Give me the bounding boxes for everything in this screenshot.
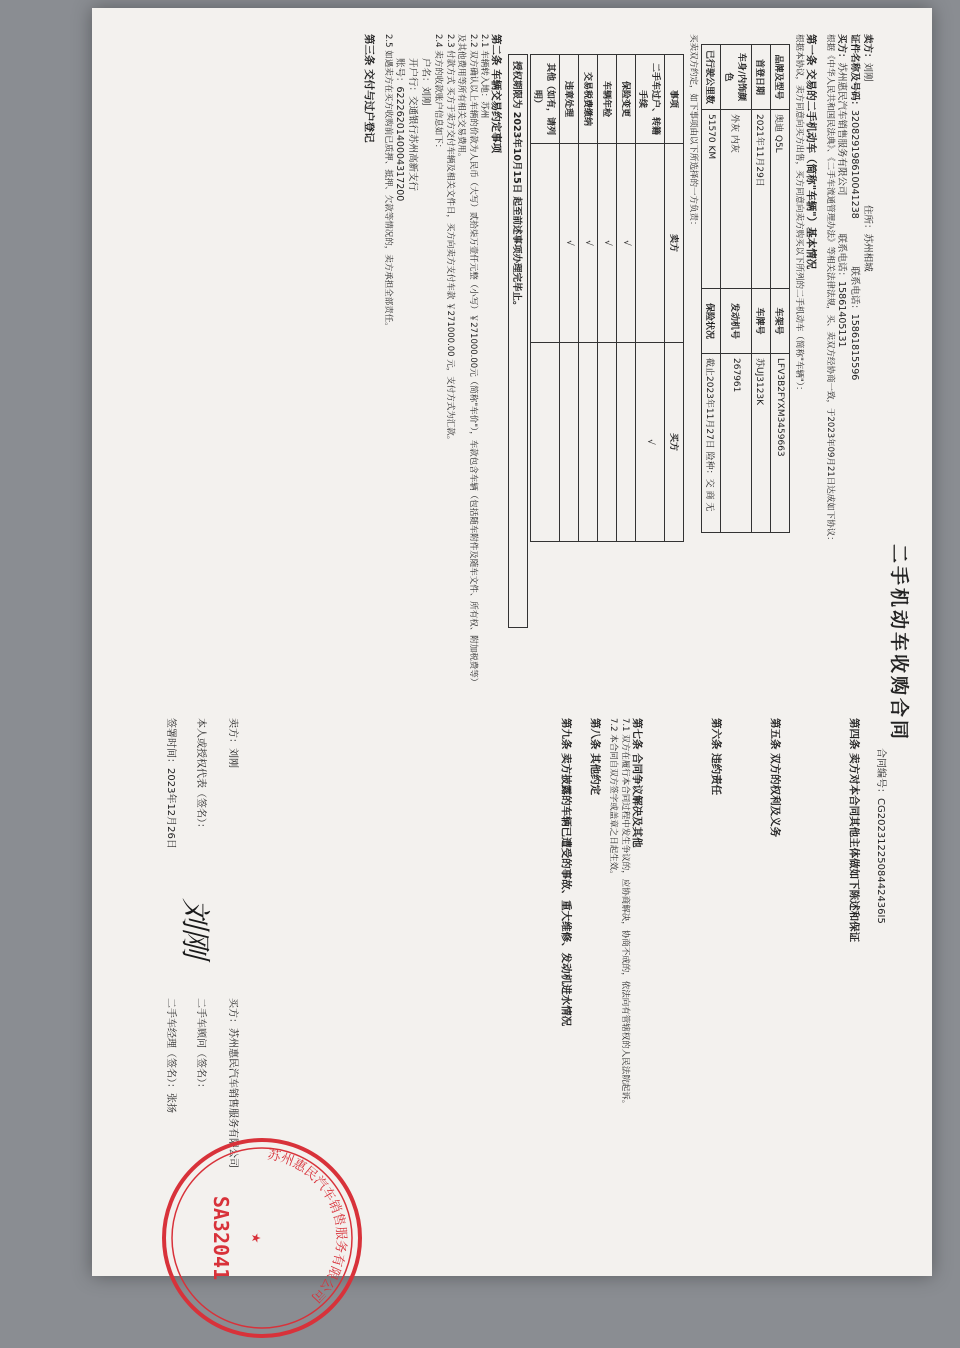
article-2-3: 2.3 付款方式 买方于卖方交付车辆及相关文件日，买方向卖方支付车款 ￥271000.00 元，支付方式为汇款。 (445, 34, 455, 445)
signature-buyer: 买方：苏州惠民汽车销售服务有限公司 (227, 998, 238, 1168)
article-2-4: 2.4 卖方的收款账户信息如下： (433, 34, 444, 153)
vehicle-table (701, 44, 790, 533)
bank-line: 开户行：交通银行苏州高新支行 (407, 58, 418, 192)
rotated-contract-page (92, 8, 932, 1306)
mileage-value: 51570 KM (702, 110, 721, 289)
article-7-title: 第七条 合同争议解决及其他 (631, 718, 643, 848)
buyer-line: 买方：苏州惠民汽车销售服务有限公司 联系电话：15861405131 (836, 34, 847, 348)
article-1-intro: 根据本协议，卖方同意向买方出售，买方同意向卖方购买以下所列的二手机动车（简称"车辆"）： (794, 34, 805, 395)
resp-header: 买方 (665, 343, 684, 542)
article-5-body (728, 718, 768, 1266)
stamp-code: SA32041 (209, 1195, 233, 1281)
payee-line: 户名：刘刚 (420, 58, 431, 106)
account-line: 账号：6222620140004317200 (394, 58, 405, 202)
vin-value: LFV3B2FYXM3459663 (771, 354, 790, 533)
article-9-title: 第九条 卖方披露的车辆已遭受的事故、重大维修、发动机进水情况 (560, 718, 572, 1027)
article-2-1: 2.1 车辆转入地：苏州 (479, 34, 490, 119)
article-8-title: 第八条 其他约定 (589, 718, 601, 796)
article-6-title: 第六条 违约责任 (710, 718, 722, 796)
insurance-label: 保险状况 (702, 289, 721, 354)
plate-value: 苏UJ3123K (752, 354, 771, 533)
table-row: 其他（如有，请列明） (531, 55, 560, 542)
stamp-arc-text: 苏州惠民汽车销售服务有限公司 (266, 1147, 349, 1306)
article-6-body (649, 718, 709, 1266)
plate-label: 车牌号 (752, 289, 771, 354)
signature-seller-agent: 本人或授权代表（签名）： (195, 718, 206, 833)
engine-value: 267961 (721, 354, 752, 533)
left-column (92, 8, 932, 708)
engine-label: 发动机号 (721, 289, 752, 354)
table-row: 交易税费缴纳 √ (579, 55, 598, 542)
signature-manager: 二手车经理（签名）：张扬 (165, 998, 176, 1113)
seller-line: 卖方：刘刚 住所：苏州相城 (862, 34, 873, 272)
reg-date-label: 首登日期 (752, 45, 771, 110)
article-1-title: 第一条 交易的二手机动车（简称"车辆"）基本情况 (805, 34, 818, 270)
handwritten-signature: 刘刚 (177, 898, 212, 958)
responsibility-note: 买卖双方约定，如下事项由以下所选择的一方负责： (688, 34, 698, 230)
stamp-star-icon: ★ (249, 1232, 263, 1244)
color-label: 车身/内饰颜色 (721, 45, 752, 110)
seller-id-line: 证件名称及号码：320829198610041238 联系电话：15861815596 (849, 34, 860, 381)
mileage-label: 已行驶公里数 (702, 45, 721, 110)
contract-paper (92, 8, 932, 1306)
authorization-period: 授权期限为 2023年10月15日 起至前述事项办理完毕止。 (509, 54, 529, 628)
resp-header: 事项 (665, 55, 684, 144)
signature-buyer-agent: 二手车顾问（签名）： (195, 998, 206, 1093)
reg-date-value: 2021年11月29日 (752, 110, 771, 289)
article-4-title: 第四条 卖方对本合同其他主体做如下陈述和保证 (848, 718, 860, 943)
color-value: 外灰 内灰 (721, 110, 752, 289)
article-3-title: 第三条 交付与过户登记 (363, 34, 376, 143)
company-seal-stamp (152, 1128, 372, 1348)
contract-number: 合同编号：CG2023122508442436I5 (875, 748, 886, 924)
table-row: 二手车过户、转籍手续 √ (636, 55, 665, 542)
insurance-value: 截止2023年11月27日 险种：交 商 无 (702, 354, 721, 533)
contract-title: 二手机动车收购合同 (888, 543, 910, 742)
legal-basis: 根据《中华人民共和国民法典》、《二手车流通管理办法》等相关法律法规，买、卖双方经协商一致，于2023年09月21日达成如下协议： (825, 34, 835, 545)
table-row: 违章处理 √ (560, 55, 579, 542)
article-4-body (787, 718, 847, 1266)
responsibility-table (531, 54, 685, 542)
brand-value: 奥迪 Q5L (771, 110, 790, 289)
article-2-title: 第二条 车辆交易约定事项 (490, 34, 503, 154)
article-2-2: 2.2 双方确认以上车辆的价款为人民币（大写）贰拾柒万壹仟元整（小写）￥271000.00元（简称"车价"），车款包含车辆（包括随车附件及随车文件、所有权、附加税费等）及其他费用等所有相关交易费用。 (456, 34, 478, 687)
signature-seller: 卖方：刘刚 (227, 718, 238, 768)
article-7-2: 7.2 本合同自双方签字或盖章之日起生效。 (608, 718, 619, 879)
table-row: 保险变更 √ (617, 55, 636, 542)
article-7-1: 7.1 双方在履行本合同过程中发生争议的，应协商解决，协商不成的，依法向有管辖权的人民法院起诉。 (620, 718, 630, 1109)
resp-header: 卖方 (665, 144, 684, 343)
signature-date: 签署时间：2023年12月26日 (165, 718, 176, 849)
vin-label: 车架号 (771, 289, 790, 354)
table-row: 车辆年检 √ (598, 55, 617, 542)
brand-label: 品牌及型号 (771, 45, 790, 110)
article-2-5: 2.5 如遇卖方在买方收购前已质押、抵押、欠款等情况的，卖方承担全部责任。 (383, 34, 393, 331)
article-5-title: 第五条 双方的权利及义务 (769, 718, 781, 838)
